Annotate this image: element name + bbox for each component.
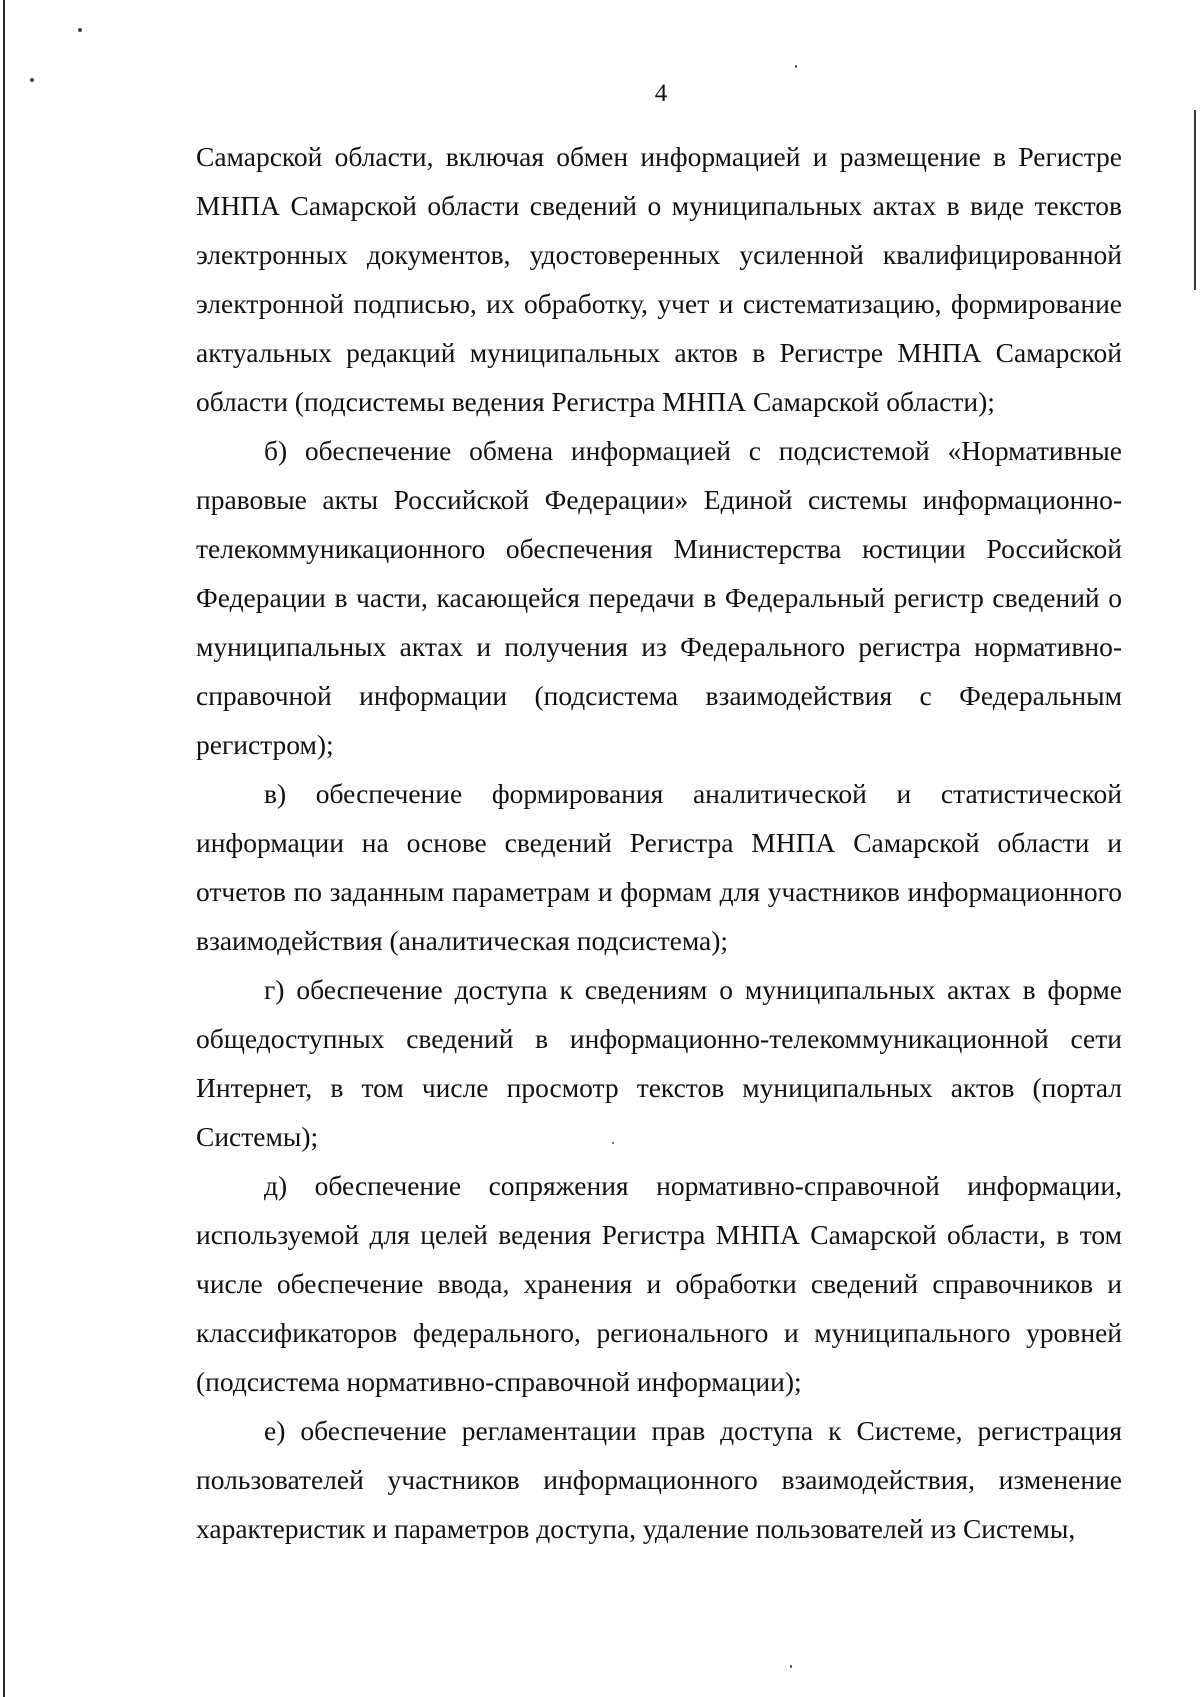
page-number: 4 [654,80,668,107]
paragraph-item-b: б) обеспечение обмена информацией с подсистемой «Нормативные правовые акты Российской Федерации» Единой системы информационно-телекоммуникационного обеспечения Министерства юстиции Российской Федерации в части, касающейся передачи в Федеральный регистр сведений о муниципальных актах и получения из Федерального регистра нормативно-справочной информации (подсистема взаимодействия с Федеральным регистром); [196,435,1122,760]
scan-edge-right [1194,110,1196,290]
scan-speck [795,65,797,68]
paragraph-item-v: в) обеспечение формирования аналитической и статистической информации на основе сведений Регистра МНПА Самарской области и отчетов по заданным параметрам и формам для участников информационного взаимодействия (аналитическая подсистема); [196,778,1122,956]
paragraph-item-d: д) обеспечение сопряжения нормативно-справочной информации, используемой для целей ведения Регистра МНПА Самарской области, в том числе обеспечение ввода, хранения и обработки сведений справочников и классификаторов федерального, регионального и муниципального уровней (подсистема нормативно-справочной информации); [196,1170,1122,1397]
scan-speck [790,1665,792,1668]
scan-edge-left [3,0,5,1697]
paragraph-item-e: е) обеспечение регламентации прав доступа к Системе, регистрация пользователей участников информационного взаимодействия, изменение характеристик и параметров доступа, удаление пользователей из Системы, [196,1415,1122,1544]
paragraph-continuation: Самарской области, включая обмен информацией и размещение в Регистре МНПА Самарской области сведений о муниципальных актах в виде текстов электронных документов, удостоверенных усиленной квалифицированной электронной подписью, их обработку, учет и систематизацию, формирование актуальных редакций муниципальных актов в Регистре МНПА Самарской области (подсистемы ведения Регистра МНПА Самарской области); [196,141,1122,417]
scan-speck [78,28,82,32]
document-body [196,132,1122,1553]
paragraph-item-g: г) обеспечение доступа к сведениям о муниципальных актах в форме общедоступных сведений в информационно-телекоммуникационной сети Интернет, в том числе просмотр текстов муниципальных актов (портал Системы); [196,974,1122,1152]
